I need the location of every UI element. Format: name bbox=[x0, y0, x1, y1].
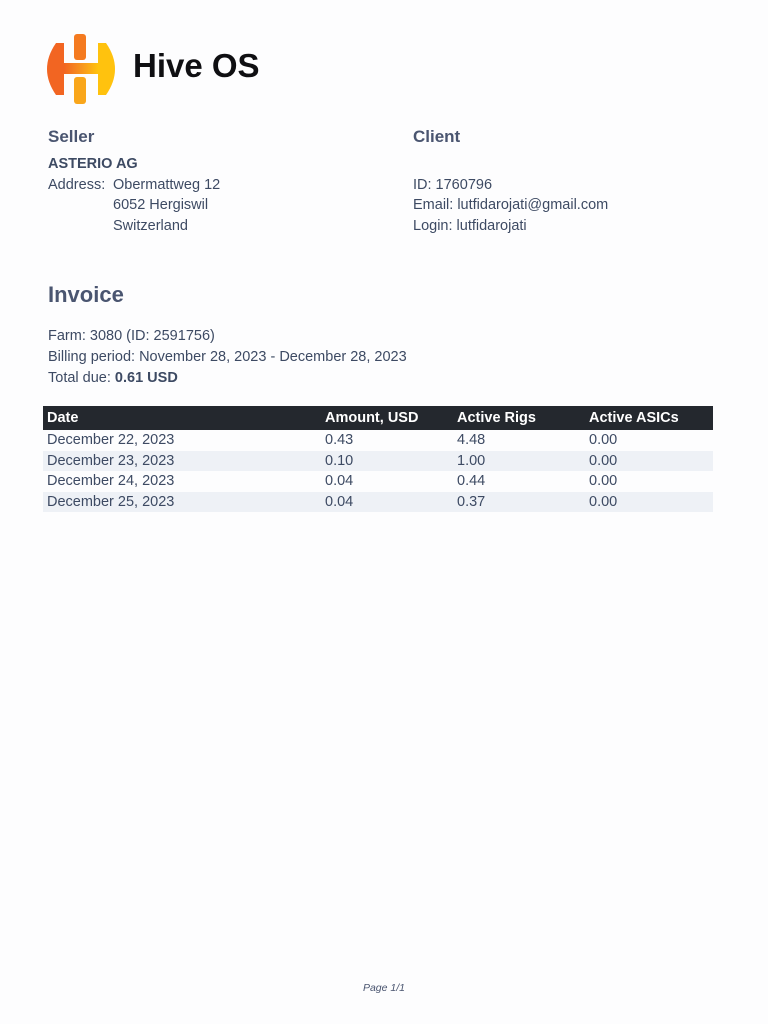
billing-period-line: Billing period: November 28, 2023 - December 28, 2023 bbox=[48, 349, 407, 365]
farm-line: Farm: 3080 (ID: 2591756) bbox=[48, 328, 215, 344]
seller-address-label: Address: bbox=[48, 177, 106, 193]
cell-active-asics: 0.00 bbox=[585, 492, 713, 513]
cell-date: December 23, 2023 bbox=[43, 451, 321, 472]
seller-company-name: ASTERIO AG bbox=[48, 156, 138, 172]
cell-active-rigs: 1.00 bbox=[453, 451, 585, 472]
cell-date: December 24, 2023 bbox=[47, 473, 175, 489]
header-active-rigs: Active Rigs bbox=[453, 406, 585, 430]
table-row bbox=[43, 492, 713, 513]
brand-name: Hive OS bbox=[133, 47, 260, 84]
total-due-value: 0.61 USD bbox=[114, 370, 178, 386]
seller-address-line-2: 6052 Hergiswil bbox=[113, 197, 209, 213]
header-active-asics: Active ASICs bbox=[585, 406, 713, 430]
cell-active-rigs: 0.44 bbox=[457, 473, 486, 489]
client-heading: Client bbox=[413, 127, 461, 146]
cell-active-rigs: 0.37 bbox=[453, 492, 585, 513]
client-id: ID: 1760796 bbox=[413, 177, 493, 193]
header-amount: Amount, USD bbox=[321, 406, 453, 430]
table-row bbox=[43, 430, 713, 451]
cell-amount: 0.43 bbox=[325, 432, 354, 448]
cell-active-asics: 0.00 bbox=[589, 473, 618, 489]
cell-date: December 22, 2023 bbox=[47, 432, 175, 448]
table-header-row bbox=[43, 406, 713, 430]
cell-amount: 0.04 bbox=[325, 473, 354, 489]
seller-address-line-1: Obermattweg 12 bbox=[113, 177, 221, 193]
cell-amount: 0.04 bbox=[321, 492, 453, 513]
cell-active-rigs: 4.48 bbox=[457, 432, 486, 448]
cell-active-asics: 0.00 bbox=[589, 432, 618, 448]
total-due-label: Total due: bbox=[48, 370, 111, 386]
invoice-title: Invoice bbox=[48, 282, 124, 307]
cell-active-asics: 0.00 bbox=[585, 451, 713, 472]
table-row bbox=[43, 451, 713, 472]
total-due-line bbox=[48, 369, 178, 387]
header-date: Date bbox=[43, 406, 321, 430]
cell-date: December 25, 2023 bbox=[43, 492, 321, 513]
client-email: Email: lutfidarojati@gmail.com bbox=[413, 197, 609, 213]
usage-table bbox=[43, 406, 713, 512]
seller-address-line-3: Switzerland bbox=[113, 218, 188, 234]
client-login: Login: lutfidarojati bbox=[413, 218, 527, 234]
seller-heading: Seller bbox=[48, 127, 95, 146]
page-number: Page 1/1 bbox=[362, 982, 406, 994]
cell-amount: 0.10 bbox=[321, 451, 453, 472]
table-row bbox=[43, 471, 713, 492]
hive-os-logo-icon bbox=[46, 33, 116, 105]
